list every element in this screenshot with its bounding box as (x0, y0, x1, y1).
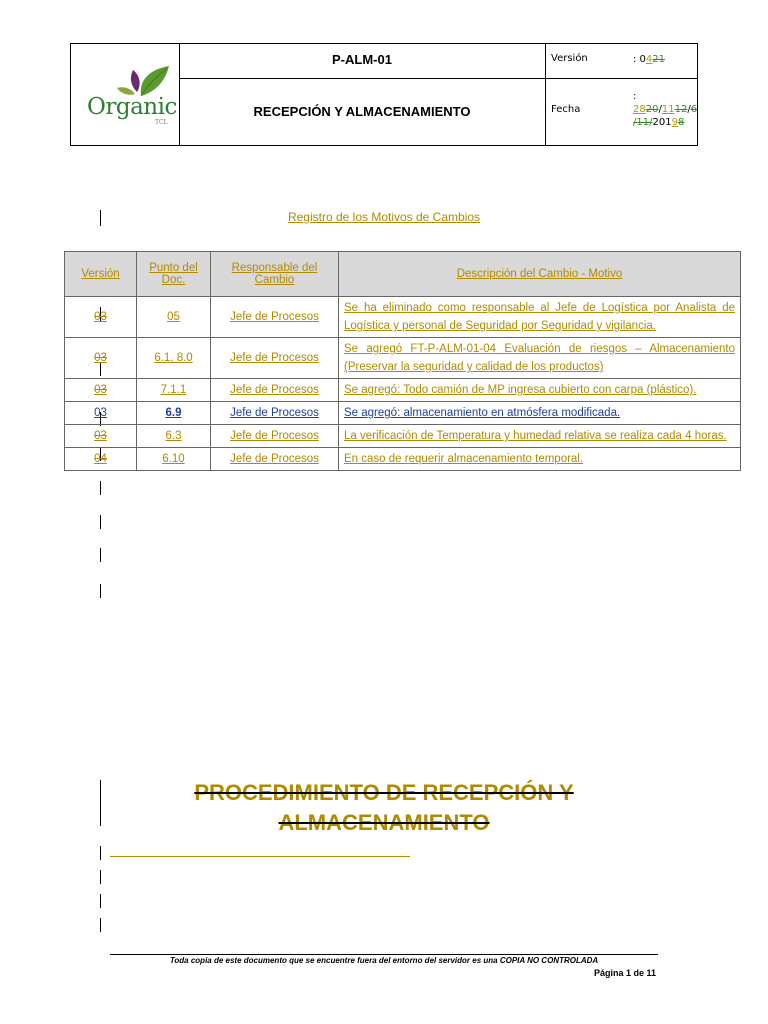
cell-responsable: Jefe de Procesos (211, 297, 339, 338)
change-bar (100, 894, 101, 908)
title-underline (110, 856, 410, 857)
table-row (65, 448, 741, 471)
version-value: : 0421 (633, 54, 666, 65)
cell-responsable: Jefe de Procesos (211, 338, 339, 379)
cell-version: 03 (65, 338, 137, 379)
cell-descripcion: Se ha eliminado como responsable al Jefe de Logística por Analista de Logística y personal de Seguridad por Seguridad y vigilancia. (339, 297, 741, 338)
col-header-version: Versión (65, 252, 137, 297)
logo-sub: TCL (155, 119, 168, 126)
version-label: Versión (551, 53, 588, 64)
changes-table (64, 251, 741, 471)
cell-punto: 6.1, 8.0 (137, 338, 211, 379)
cell-version: 03 (65, 402, 137, 425)
table-row (65, 425, 741, 448)
cell-responsable: Jefe de Procesos (211, 402, 339, 425)
col-header-punto: Punto del Doc. (137, 252, 211, 297)
change-bar (100, 481, 101, 495)
cell-punto: 6.10 (137, 448, 211, 471)
col-header-descripcion: Descripción del Cambio - Motivo (339, 252, 741, 297)
fecha-value: : 2820/1112/6 /11/20198 (633, 91, 698, 128)
change-bar (100, 515, 101, 529)
change-bar (100, 918, 101, 932)
table-row (65, 402, 741, 425)
table-row (65, 297, 741, 338)
procedure-title-line1: PROCEDIMIENTO DE RECEPCIÓN Y (194, 780, 574, 805)
change-bar (100, 584, 101, 598)
table-row (65, 379, 741, 402)
cell-punto: 05 (137, 297, 211, 338)
footer-divider (110, 954, 658, 955)
change-bar (100, 846, 101, 860)
document-code: P-ALM-01 (332, 52, 392, 67)
cell-version: 03 (65, 297, 137, 338)
cell-responsable: Jefe de Procesos (211, 448, 339, 471)
change-bar (100, 548, 101, 562)
page-number: Página 1 de 11 (593, 968, 656, 978)
leaf-icon (111, 52, 181, 100)
col-header-responsable: Responsable del Cambio (211, 252, 339, 297)
cell-punto: 6.9 (137, 402, 211, 425)
cell-descripcion: En caso de requerir almacenamiento temporal. (339, 448, 741, 471)
footer-note: Toda copia de este documento que se encuentre fuera del entorno del servidor es una COPIA NO CONTROLADA (169, 956, 599, 965)
cell-version: 04 (65, 448, 137, 471)
change-bar (100, 870, 101, 884)
cell-punto: 6.3 (137, 425, 211, 448)
cell-version: 03 (65, 425, 137, 448)
table-header-row (65, 252, 741, 297)
cell-version: 03 (65, 379, 137, 402)
cell-descripcion: Se agregó FT-P-ALM-01-04 Evaluación de riesgos – Almacenamiento (Preservar la seguridad y calidad de los productos) (339, 338, 741, 379)
procedure-title-line2: ALMACENAMIENTO (278, 810, 490, 835)
cell-responsable: Jefe de Procesos (211, 425, 339, 448)
cell-punto: 7.1.1 (137, 379, 211, 402)
document-title: RECEPCIÓN Y ALMACENAMIENTO (253, 104, 471, 119)
fecha-label: Fecha (551, 104, 581, 115)
cell-responsable: Jefe de Procesos (211, 379, 339, 402)
registro-title: Registro de los Motivos de Cambios (287, 210, 481, 224)
document-header (70, 43, 698, 146)
table-row (65, 338, 741, 379)
cell-descripcion: Se agregó: Todo camión de MP ingresa cubierto con carpa (plástico). (339, 379, 741, 402)
cell-descripcion: Se agregó: almacenamiento en atmósfera modificada. (339, 402, 741, 425)
cell-descripcion: La verificación de Temperatura y humedad relativa se realiza cada 4 horas. (339, 425, 741, 448)
logo-name: Organic (87, 94, 177, 120)
